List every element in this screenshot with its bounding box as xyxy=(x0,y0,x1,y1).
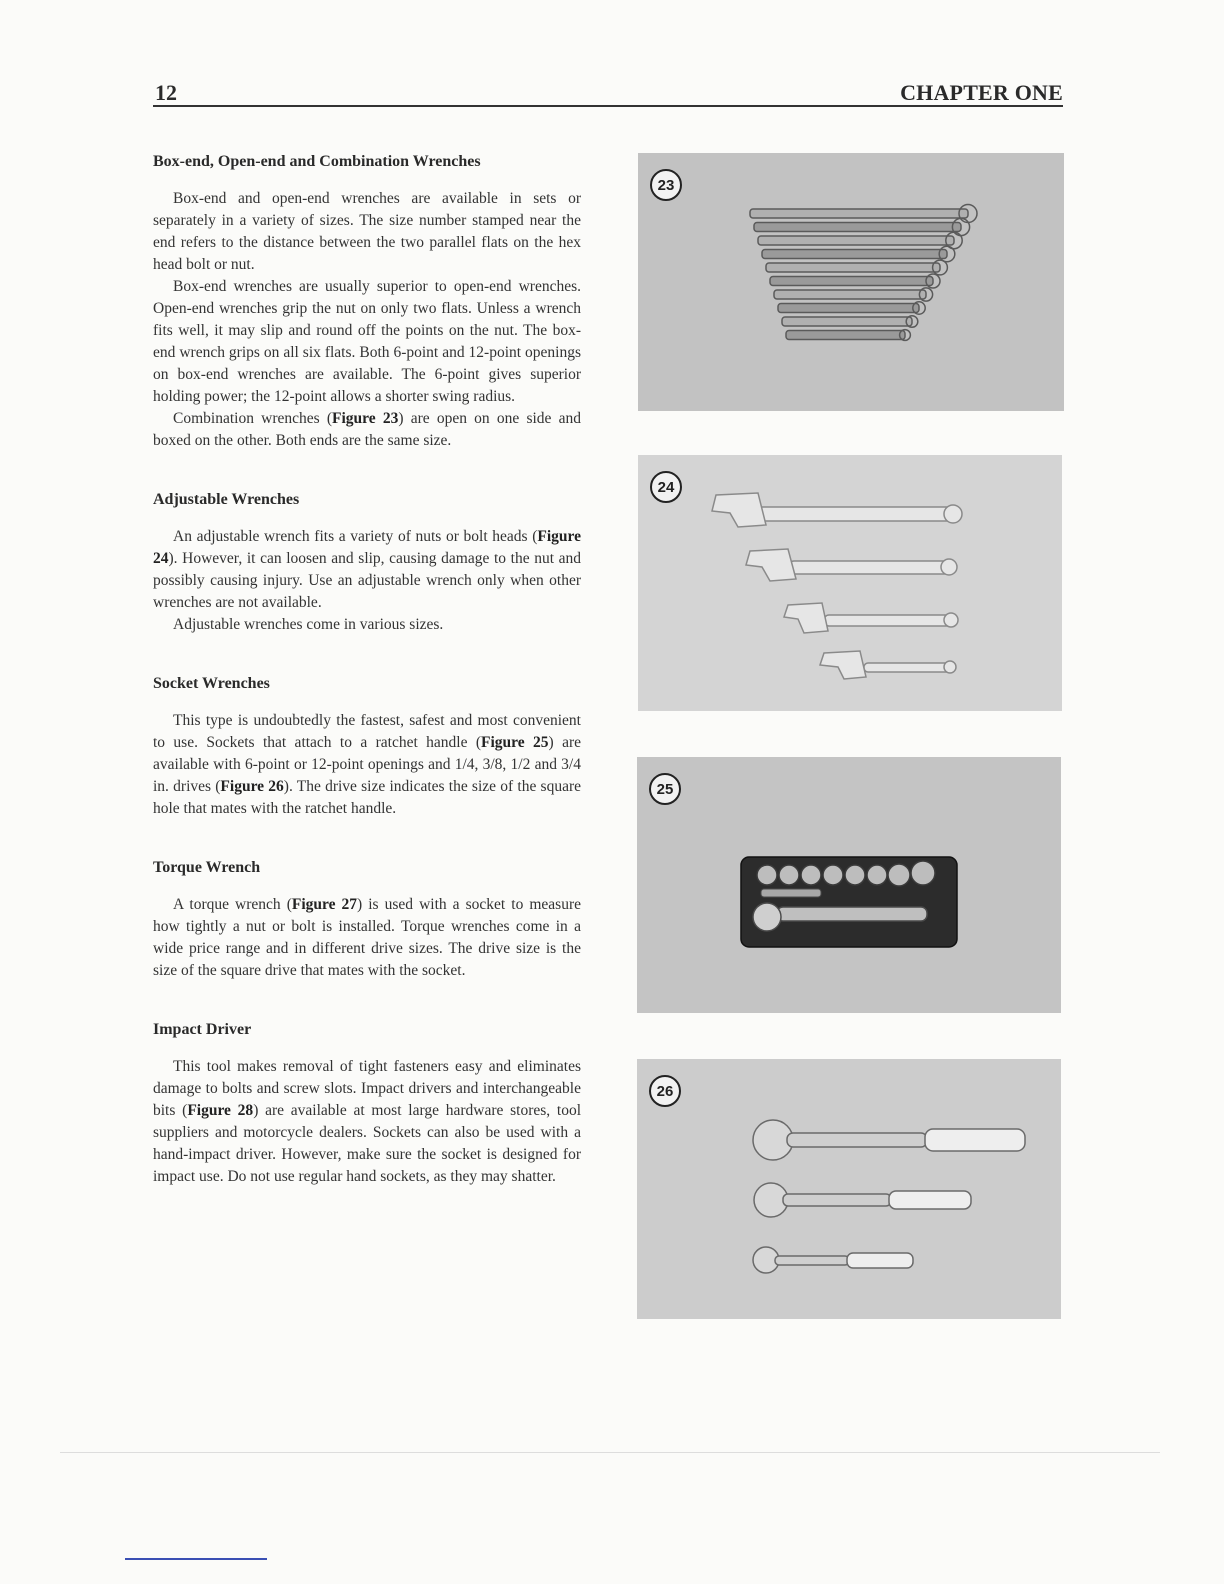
figure-reference: Figure 26 xyxy=(220,778,284,795)
section-heading: Adjustable Wrenches xyxy=(153,491,300,508)
figure-26 xyxy=(637,1059,1061,1319)
wrench-shape xyxy=(786,331,905,340)
wrench-shape xyxy=(758,236,954,245)
figure-label: 23 xyxy=(650,169,682,201)
section-heading: Box-end, Open-end and Combination Wrenches xyxy=(153,153,481,170)
paragraph-text: This tool makes removal of tight fasteners easy and eliminates damage to bolts and screw slots. Impact drivers and interchangeable bits ( xyxy=(153,1058,581,1119)
header-rule xyxy=(153,105,1063,107)
paragraph-text: ) is used with a socket to measure how tightly a nut or bolt is installed. Torque wrenches come in a wide price range and in different drive sizes. The drive size is the size of the square drive that mates with the socket. xyxy=(153,896,581,979)
paragraph-text: ). The drive size indicates the size of the square hole that mates with the ratchet handle. xyxy=(153,778,581,817)
paragraph-text: Box-end and open-end wrenches are available in sets or separately in a variety of sizes. The size number stamped near the end refers to the distance between the two parallel flats on the hex head bolt or nut. xyxy=(153,190,581,273)
combination-wrench-set-photo xyxy=(638,153,1064,411)
paragraph xyxy=(153,1056,581,1188)
chapter-title: CHAPTER ONE xyxy=(900,80,1063,105)
figure-label: 26 xyxy=(649,1075,681,1107)
footer-mark xyxy=(125,1558,267,1560)
wrench-shape xyxy=(778,304,919,313)
section xyxy=(153,488,581,636)
paragraph-text: ) are available with 6-point or 12-point openings and 1/4, 3/8, 1/2 and 3/4 in. drives ( xyxy=(153,734,582,795)
socket-set-photo xyxy=(637,757,1061,1013)
wrench-shape xyxy=(782,317,912,326)
wrench-shape xyxy=(774,290,926,299)
text-column xyxy=(153,150,581,1224)
page-number: 12 xyxy=(155,80,177,105)
paragraph xyxy=(153,188,581,276)
figure-reference: Figure 23 xyxy=(332,410,399,427)
section-heading: Torque Wrench xyxy=(153,859,261,876)
paragraph xyxy=(153,276,581,408)
paragraph-text: An adjustable wrench fits a variety of nuts or bolt heads ( xyxy=(173,528,538,545)
paragraph-text: Box-end wrenches are usually superior to open-end wrenches. Open-end wrenches grip the nut on only two flats. Unless a wrench fits well, it may slip and round off the points on the nut. The box-end wrench grips on all six flats. Both 6-point and 12-point openings on box-end wrenches are available. The 6-point gives superior holding power; the 12-point allows a shorter swing radius. xyxy=(153,278,581,405)
ratchet-handles-photo xyxy=(637,1059,1061,1319)
paragraph-text: A torque wrench ( xyxy=(173,896,292,913)
paragraph xyxy=(153,614,581,636)
paragraph-text: ). However, it can loosen and slip, causing damage to the nut and possibly causing injury. Use an adjustable wrench only when other wrenches are not available. xyxy=(153,550,581,611)
figure-reference: Figure 24 xyxy=(153,528,581,567)
figure-25 xyxy=(637,757,1061,1013)
section xyxy=(153,1018,581,1188)
wrench-shape xyxy=(750,209,968,218)
figure-reference: Figure 25 xyxy=(481,734,549,751)
paragraph-text: Adjustable wrenches come in various sizes. xyxy=(173,616,444,633)
paragraph xyxy=(153,526,581,614)
paragraph-text: ) are available at most large hardware stores, tool suppliers and motorcycle dealers. Sockets can also be used with a hand-impact driver. However, make sure the socket is designed for impact use. Do not use regular hand sockets, as they may shatter. xyxy=(153,1102,582,1185)
section xyxy=(153,150,581,452)
section-heading: Socket Wrenches xyxy=(153,675,270,692)
paragraph-text: This type is undoubtedly the fastest, safest and most convenient to use. Sockets that attach to a ratchet handle ( xyxy=(153,712,581,751)
paragraph-text: Combination wrenches ( xyxy=(173,410,333,427)
figure-reference: Figure 28 xyxy=(187,1102,254,1119)
figure-23 xyxy=(638,153,1064,411)
section xyxy=(153,856,581,982)
footer-rule xyxy=(60,1452,1160,1453)
figure-24 xyxy=(638,455,1062,711)
wrench-shape xyxy=(754,223,961,232)
paragraph-text: ) are open on one side and boxed on the other. Both ends are the same size. xyxy=(153,410,581,449)
wrench-shape xyxy=(770,277,933,286)
figure-reference: Figure 27 xyxy=(291,896,358,913)
paragraph xyxy=(153,894,581,982)
paragraph xyxy=(153,408,581,452)
wrench-shape xyxy=(766,263,940,272)
section-heading: Impact Driver xyxy=(153,1021,252,1038)
section xyxy=(153,672,581,820)
adjustable-wrenches-photo xyxy=(638,455,1062,711)
paragraph xyxy=(153,710,581,820)
figure-label: 25 xyxy=(649,773,681,805)
figure-label: 24 xyxy=(650,471,682,503)
wrench-shape xyxy=(762,250,947,259)
